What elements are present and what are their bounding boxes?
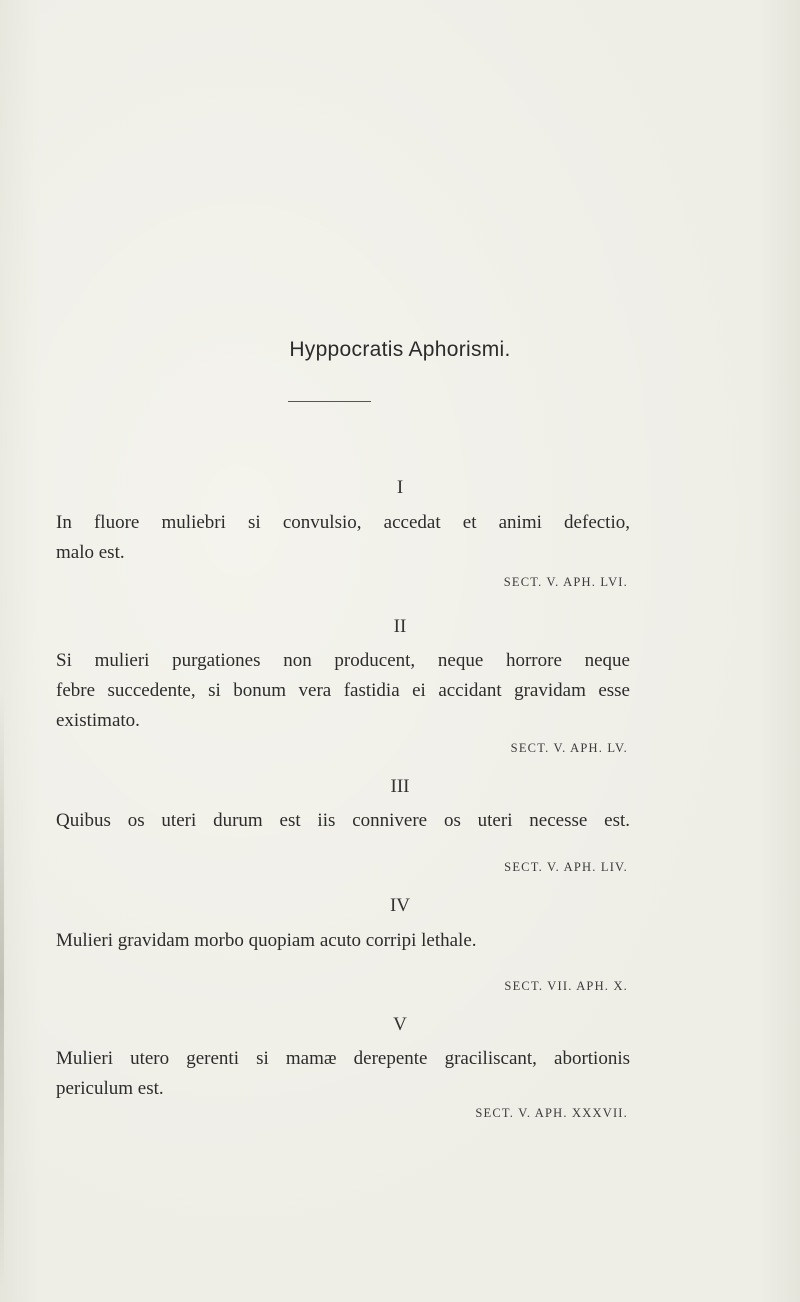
aphorism-reference-2: SECT. V. APH. LV. <box>510 741 628 755</box>
aphorism-numeral-4: IV <box>389 895 411 916</box>
aphorism-2-line-1: Si mulieri purgationes non producent, neque horrore neque <box>56 650 630 671</box>
aphorism-5-line-1: Mulieri utero gerenti si mamæ derepente graciliscant, abortionis <box>56 1048 630 1069</box>
title-divider <box>288 401 371 402</box>
aphorism-5-line-2: periculum est. <box>56 1078 164 1099</box>
aphorism-4-line-1: Mulieri gravidam morbo quopiam acuto corripi lethale. <box>56 930 477 951</box>
aphorism-2-line-2: febre succedente, si bonum vera fastidia ei accidant gravidam esse <box>56 680 630 701</box>
aphorism-reference-3: SECT. V. APH. LIV. <box>504 860 628 874</box>
aphorism-reference-4: SECT. VII. APH. X. <box>504 979 628 993</box>
aphorism-reference-1: SECT. V. APH. LVI. <box>503 575 628 589</box>
aphorism-numeral-3: III <box>390 776 410 797</box>
aphorism-text-5 <box>56 1044 630 1104</box>
aphorism-numeral-5: V <box>393 1014 407 1035</box>
aphorism-text-3 <box>56 806 630 836</box>
aphorism-numeral-2: II <box>393 616 407 637</box>
aphorism-text-1 <box>56 508 630 568</box>
aphorism-reference-5: SECT. V. APH. XXXVII. <box>475 1106 628 1120</box>
aphorism-2-line-3: existimato. <box>56 710 140 731</box>
page-title: Hyppocratis Aphorismi. <box>289 338 511 361</box>
aphorism-text-4 <box>56 926 630 956</box>
aphorism-1-line-1: In fluore muliebri si convulsio, accedat et animi defectio, <box>56 512 630 533</box>
aphorism-3-line-1: Quibus os uteri durum est iis connivere os uteri necesse est. <box>56 810 630 831</box>
aphorism-1-line-2: malo est. <box>56 542 125 563</box>
aphorism-numeral-1: I <box>396 477 404 498</box>
aphorism-text-2 <box>56 646 630 736</box>
